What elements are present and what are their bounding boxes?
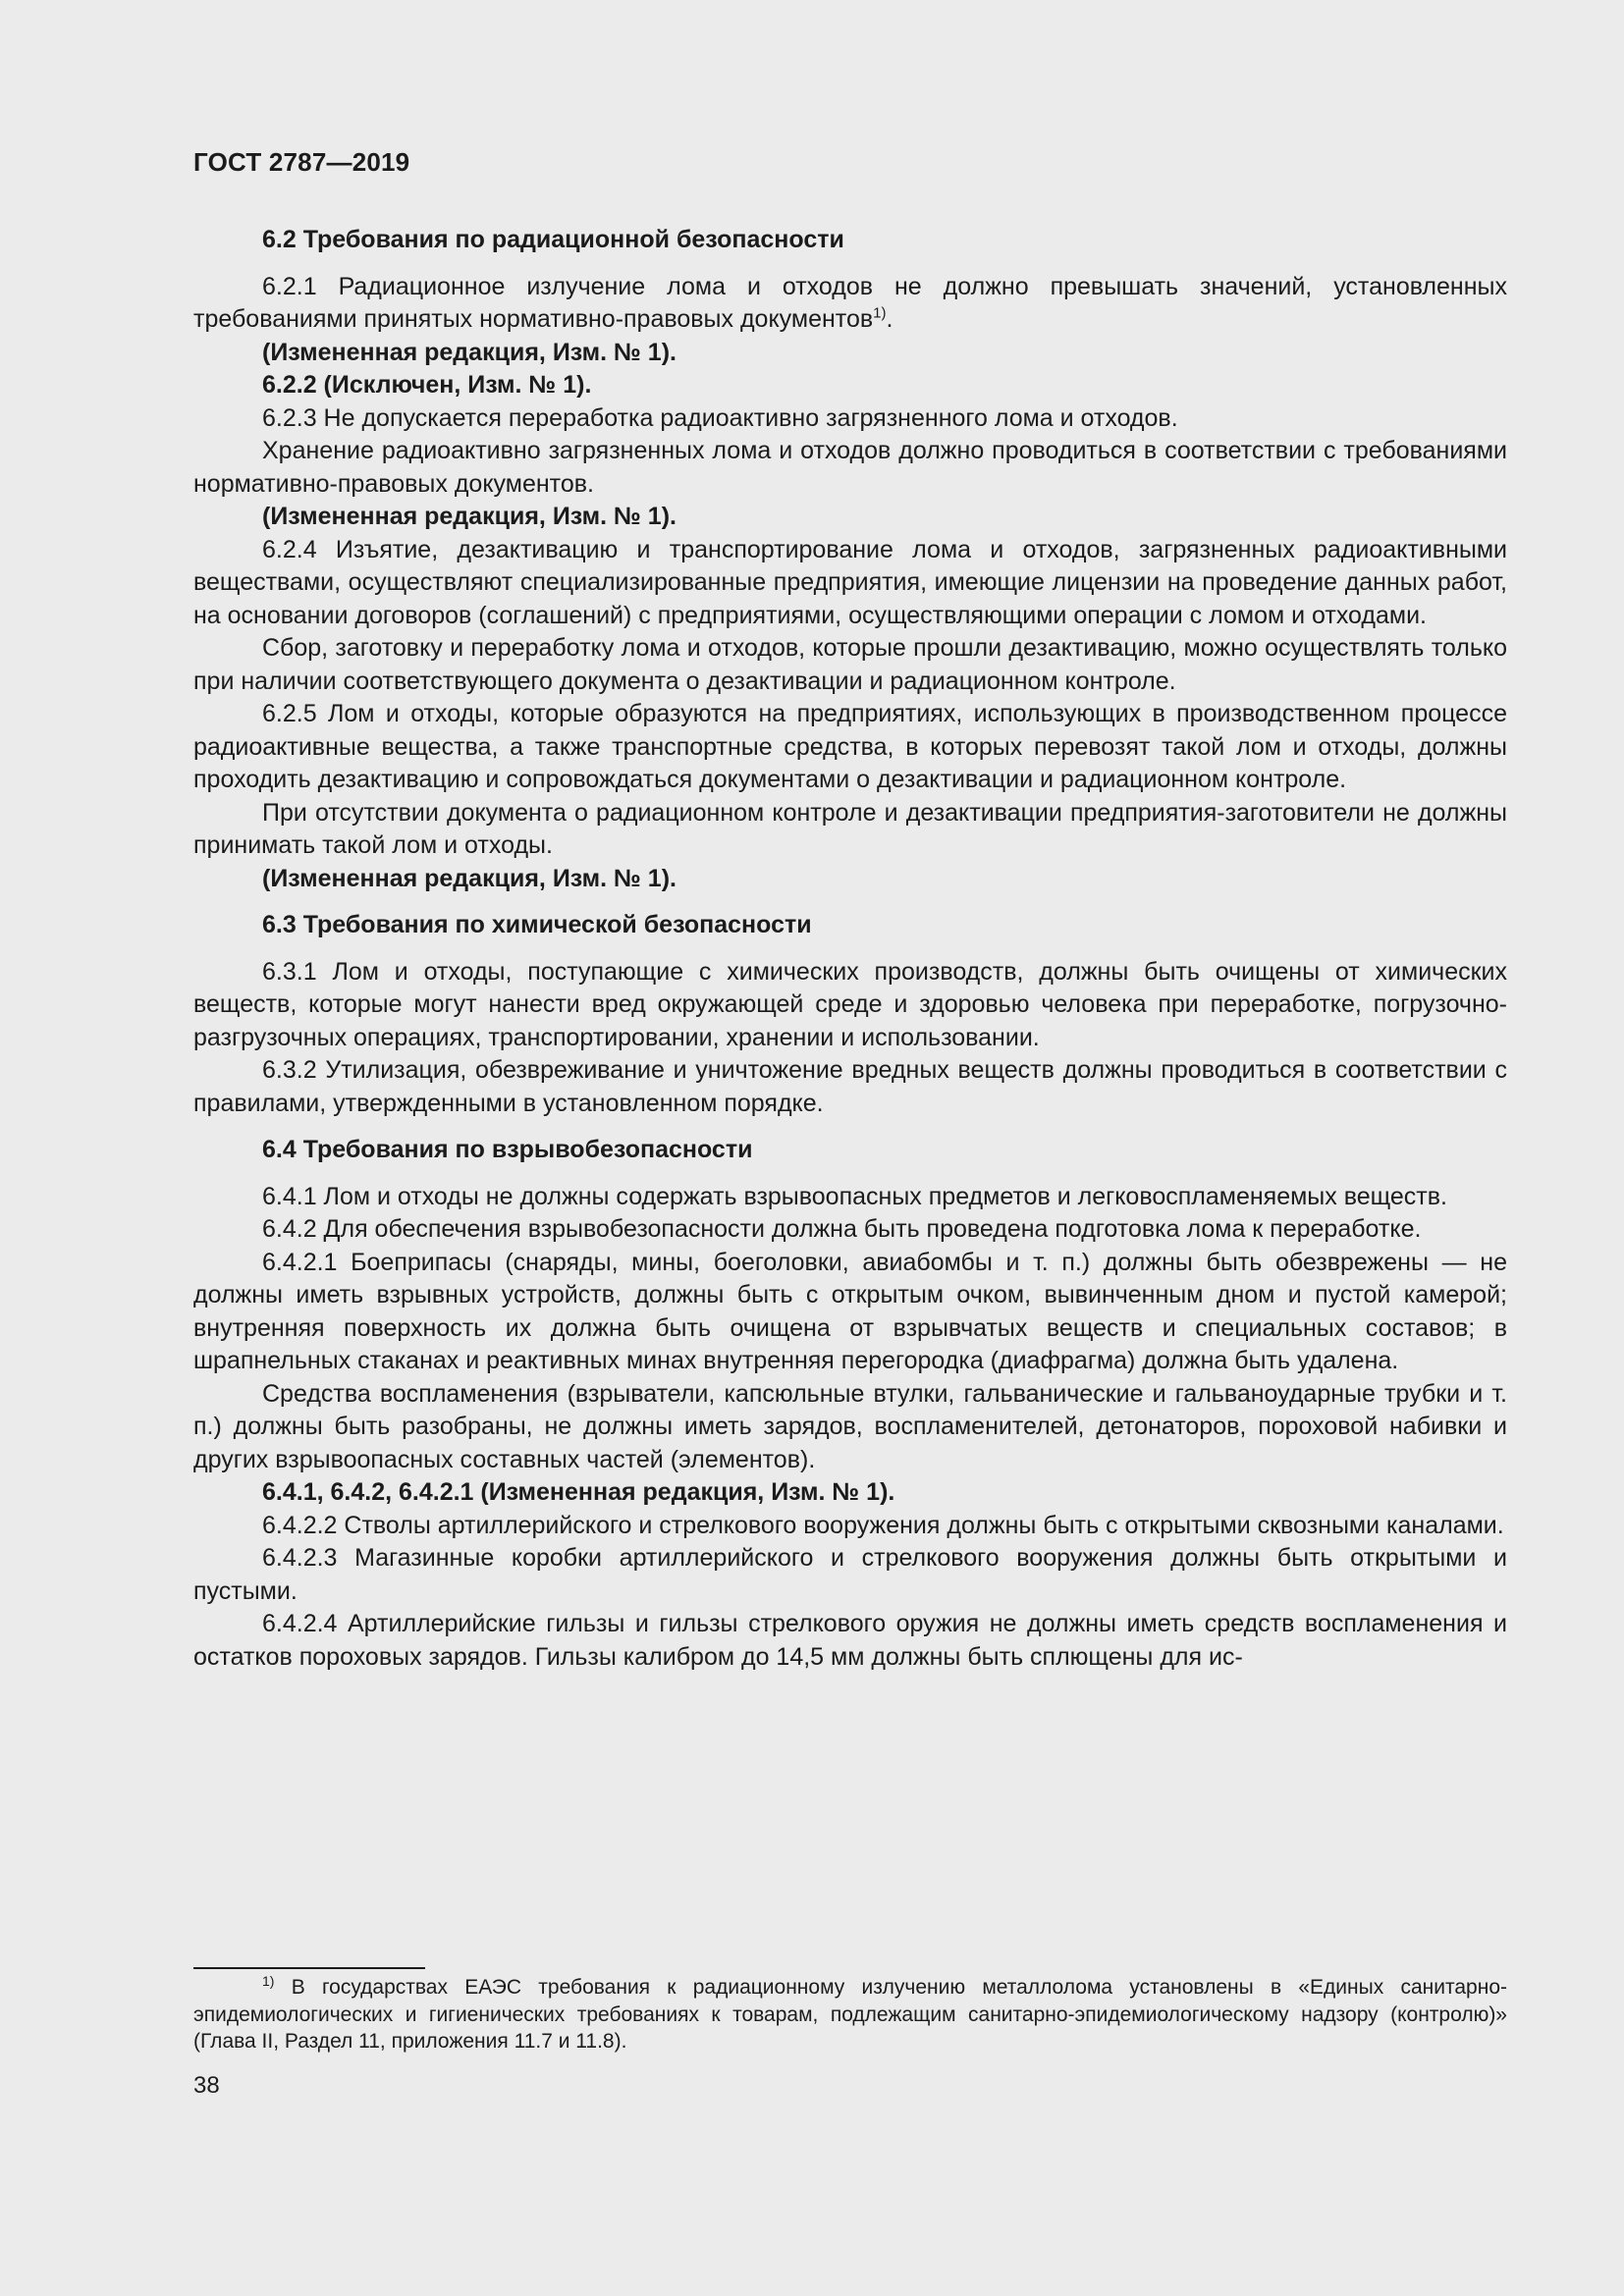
paragraph (193, 1608, 1507, 1674)
footnote-reference: 1) (873, 304, 887, 322)
section-heading: 6.4 Требования по взрывобезопасности (262, 1136, 753, 1163)
paragraph-text: 6.2.5 Лом и отходы, которые образуются на предприятиях, использующих в производственном процессе радиоактивные вещества, а также транспортные средства, в которых перевозят такой лом и отходы, должны проходить дезактивацию и сопровождаться документами о дезактивации и радиационном контроле. (193, 700, 1507, 793)
paragraph-text: 6.4.1 Лом и отходы не должны содержать взрывоопасных предметов и легковоспламеняемых веществ. (262, 1182, 1447, 1210)
page-number: 38 (193, 2072, 220, 2099)
footnote-marker: 1) (262, 1973, 275, 1989)
paragraph-text: 6.2.4 Изъятие, дезактивацию и транспортирование лома и отходов, загрязненных радиоактивными веществами, осуществляют специализированные предприятия, имеющие лицензии на проведение данных работ, на основании договоров (соглашений) с предприятиями, осуществляющими операции с ломом и отходами. (193, 535, 1507, 629)
paragraph (193, 1378, 1507, 1477)
footnote-divider (193, 1967, 425, 1969)
paragraph-text: Хранение радиоактивно загрязненных лома и отходов должно проводиться в соответствии с требованиями нормативно-правовых документов. (193, 437, 1507, 498)
paragraph-tail: . (886, 305, 893, 333)
document-header: ГОСТ 2787—2019 (193, 147, 410, 177)
paragraph-text: 6.3.1 Лом и отходы, поступающие с химических производств, должны быть очищены от химических веществ, которые могут нанести вред окружающей среде и здоровью человека при переработке, погрузочно-разгрузочных операциях, транспортировании, хранении и использовании. (193, 957, 1507, 1051)
section-heading: 6.2 Требования по радиационной безопасности (262, 226, 844, 253)
paragraph-text: 6.4.1, 6.4.2, 6.4.2.1 (Измененная редакция, Изм. № 1). (262, 1478, 895, 1506)
paragraph-text: При отсутствии документа о радиационном контроле и дезактивации предприятия-заготовители не должны принимать такой лом и отходы. (193, 798, 1507, 859)
paragraph (193, 1181, 1507, 1214)
paragraph-text: (Измененная редакция, Изм. № 1). (262, 503, 677, 530)
paragraph-text: 6.2.1 Радиационное излучение лома и отходов не должно превышать значений, установленных требованиями принятых нормативно-правовых документов (193, 272, 1507, 333)
paragraph-text: 6.4.2.2 Стволы артиллерийского и стрелкового вооружения должны быть с открытыми сквозными каналами. (262, 1511, 1504, 1539)
paragraph-text: Сбор, заготовку и переработку лома и отходов, которые прошли дезактивацию, можно осуществлять только при наличии соответствующего документа о дезактивации и радиационном контроле. (193, 634, 1507, 695)
amendment-note (193, 1476, 1507, 1510)
paragraph (193, 402, 1507, 436)
paragraph (193, 1510, 1507, 1543)
amendment-note (193, 369, 1507, 402)
document-body (193, 224, 1507, 1674)
paragraph-text: 6.2.3 Не допускается переработка радиоактивно загрязненного лома и отходов. (262, 403, 1178, 432)
paragraph-text: 6.4.2.3 Магазинные коробки артиллерийского и стрелкового вооружения должны быть открытыми и пустыми. (193, 1544, 1507, 1605)
amendment-note (193, 337, 1507, 370)
paragraph (193, 632, 1507, 698)
paragraph (193, 797, 1507, 863)
paragraph-text: (Измененная редакция, Изм. № 1). (262, 864, 677, 892)
paragraph-text: Средства воспламенения (взрыватели, капсюльные втулки, гальванические и гальваноударные трубки и т. п.) должны быть разобраны, не должны иметь зарядов, воспламенителей, детонаторов, пороховой набивки и других взрывоопасных составных частей (элементов). (193, 1379, 1507, 1473)
section-heading: 6.3 Требования по химической безопасности (262, 911, 812, 938)
paragraph (193, 1542, 1507, 1608)
paragraph-text: 6.2.2 (Исключен, Изм. № 1). (262, 371, 592, 399)
paragraph-text: 6.3.2 Утилизация, обезвреживание и уничтожение вредных веществ должны проводиться в соответствии с правилами, утвержденными в установленном порядке. (193, 1056, 1507, 1117)
paragraph (193, 956, 1507, 1055)
footnote-text: В государствах ЕАЭС требования к радиационному излучению металлолома установлены в «Единых санитарно-эпидемиологических и гигиенических требованиях к товарам, подлежащим санитарно-эпидемиологическому надзору (контролю)» (Глава II, Раздел 11, приложения 11.7 и 11.8). (193, 1976, 1507, 2053)
amendment-note (193, 863, 1507, 896)
paragraph-text: 6.4.2 Для обеспечения взрывобезопасности должна быть проведена подготовка лома к переработке. (262, 1215, 1422, 1243)
paragraph-text: 6.4.2.4 Артиллерийские гильзы и гильзы стрелкового оружия не должны иметь средств воспламенения и остатков пороховых зарядов. Гильзы калибром до 14,5 мм должны быть сплющены для ис- (193, 1610, 1507, 1671)
paragraph (193, 1054, 1507, 1120)
amendment-note (193, 501, 1507, 534)
paragraph-text: (Измененная редакция, Изм. № 1). (262, 338, 677, 366)
paragraph (193, 1247, 1507, 1378)
paragraph (193, 698, 1507, 797)
paragraph (193, 435, 1507, 501)
paragraph (193, 271, 1507, 337)
paragraph (193, 1213, 1507, 1247)
paragraph (193, 534, 1507, 633)
footnote (193, 1974, 1507, 2056)
paragraph-text: 6.4.2.1 Боеприпасы (снаряды, мины, боеголовки, авиабомбы и т. п.) должны быть обезврежены — не должны иметь взрывных устройств, должны быть с открытым очком, вывинченным дном и пустой камерой; внутренняя поверхность их должна быть очищена от взрывчатых веществ и специальных составов; в шрапнельных стаканах и реактивных минах внутренняя перегородка (диафрагма) должна быть удалена. (193, 1248, 1507, 1374)
